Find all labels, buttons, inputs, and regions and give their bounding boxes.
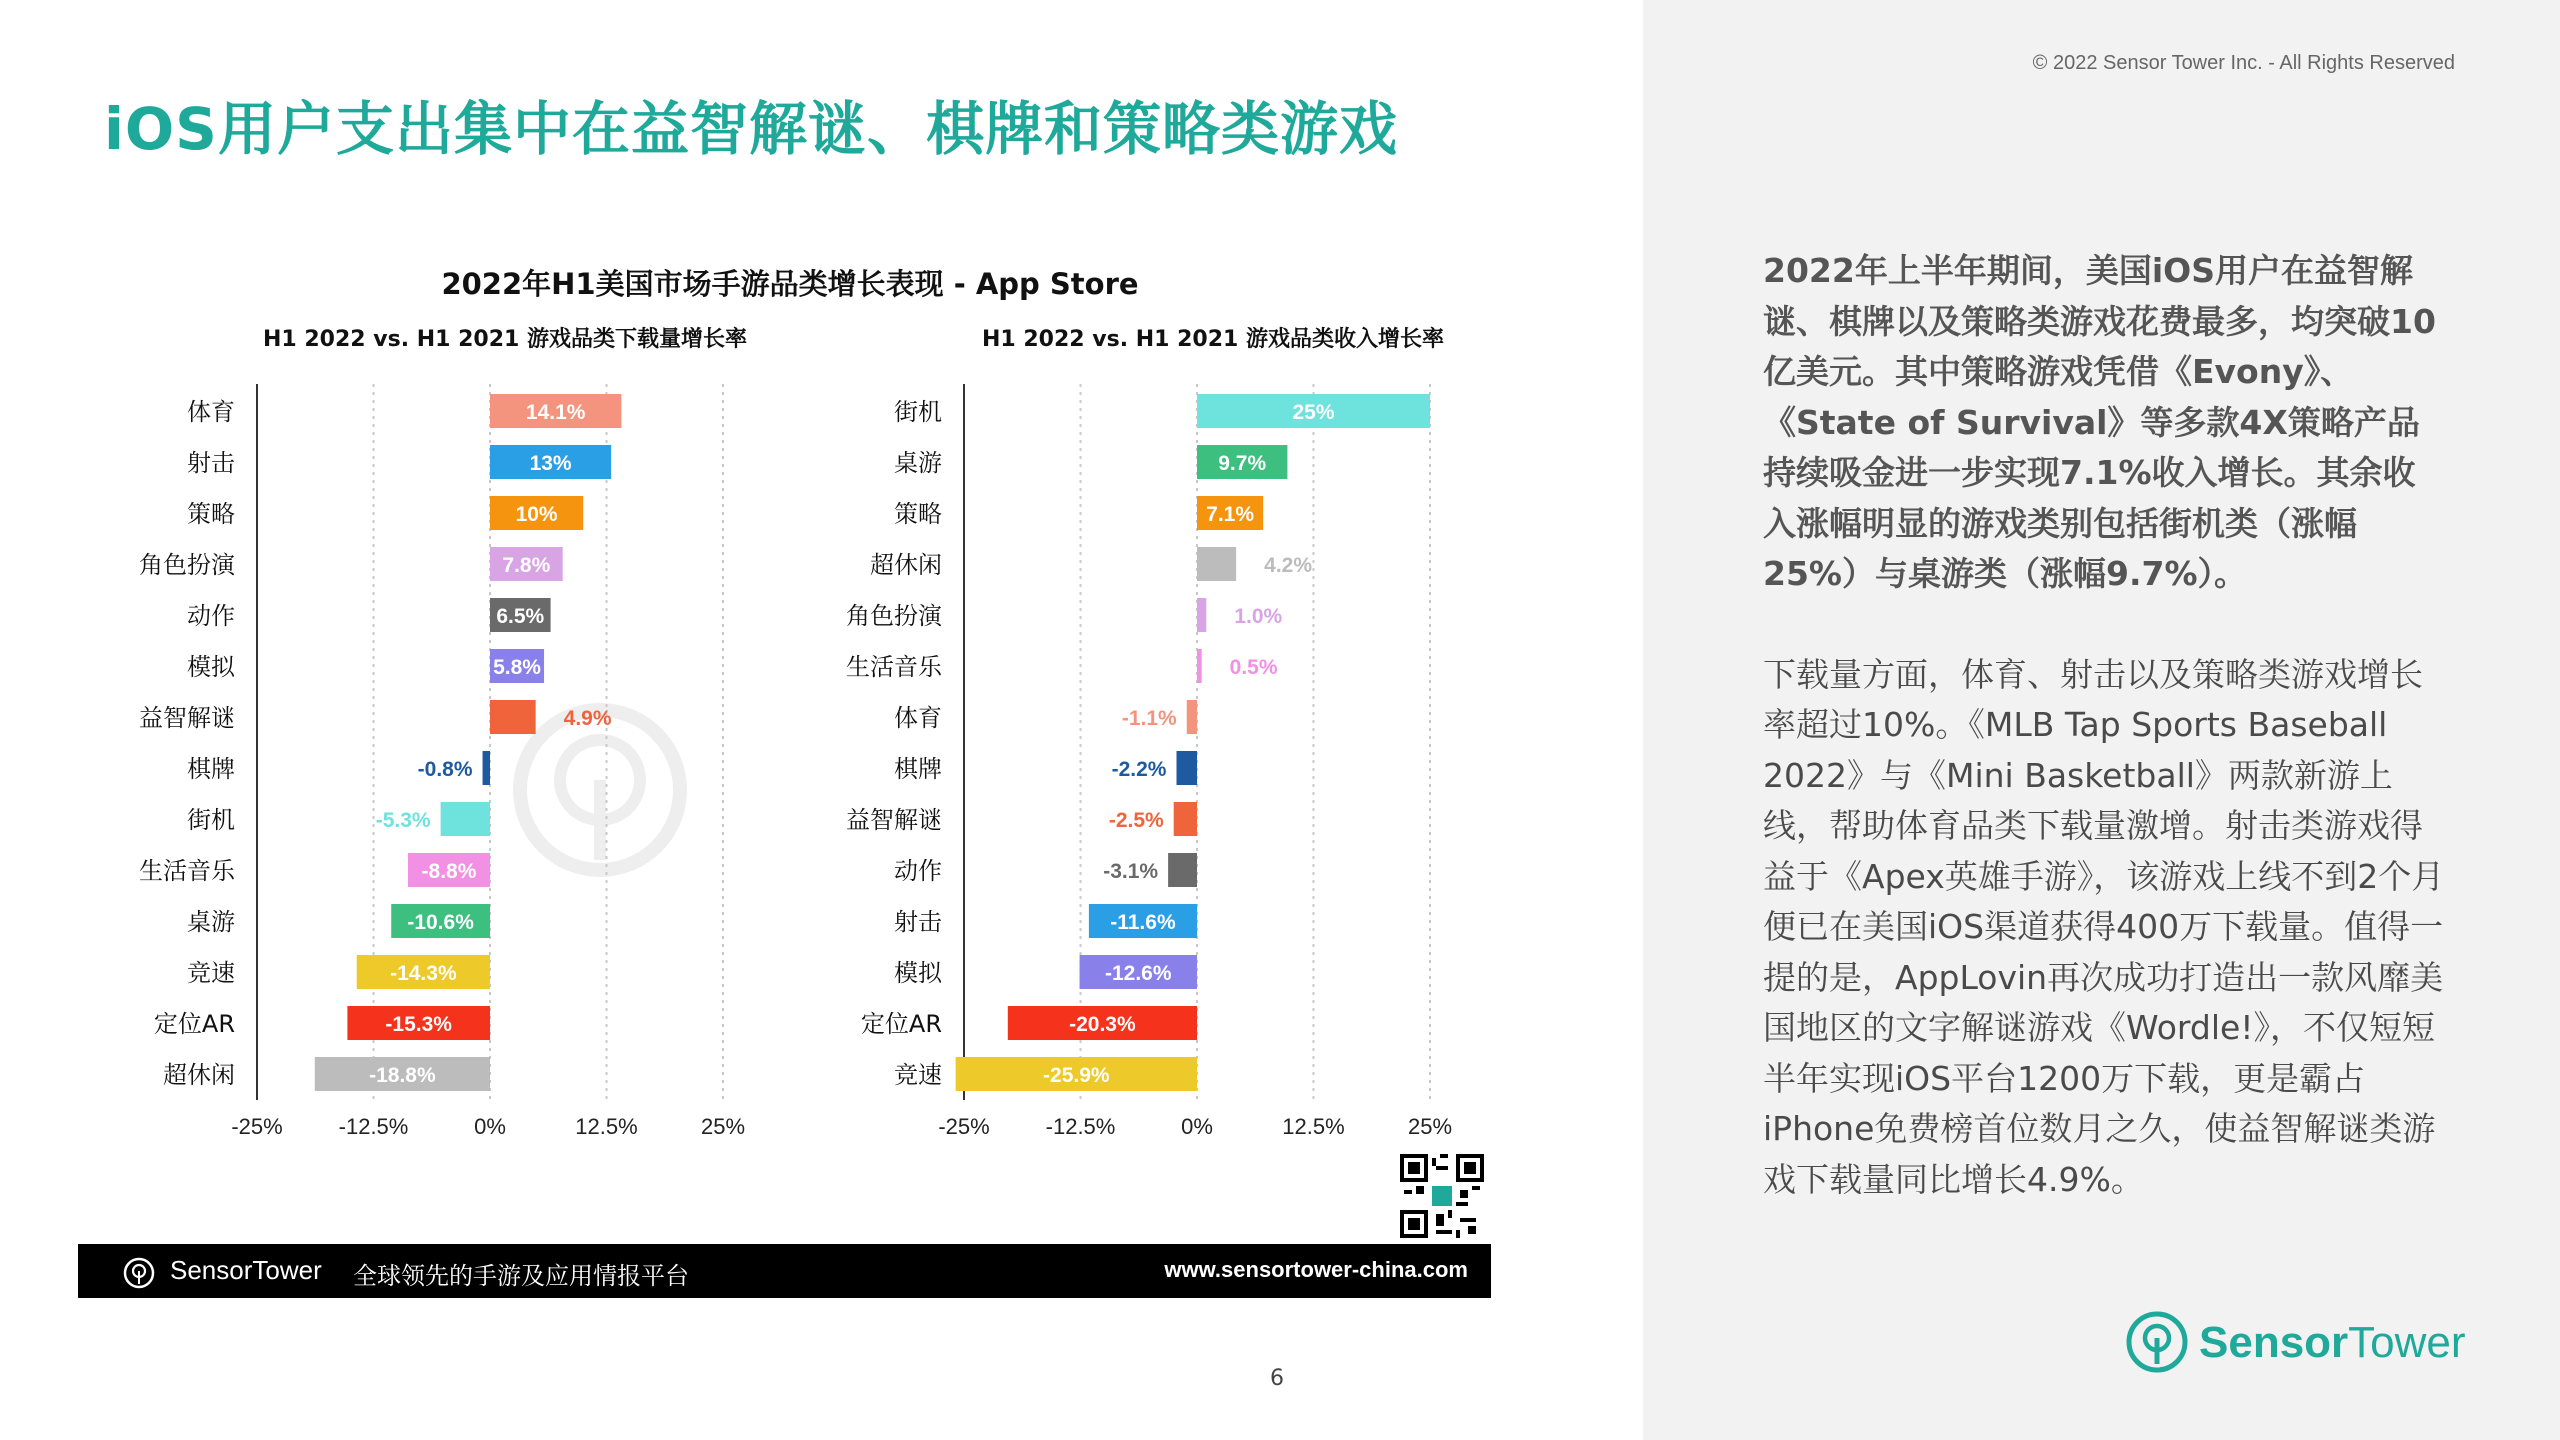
sensor-tower-logo-icon	[2125, 1310, 2189, 1374]
revenue-data-label: 4.2%	[1264, 554, 1313, 577]
downloads-category-label: 生活音乐	[139, 857, 235, 885]
downloads-data-label: 10%	[515, 503, 558, 526]
brand-name	[2199, 1318, 2466, 1368]
revenue-data-label: -3.1%	[1103, 860, 1159, 883]
copyright: © 2022 Sensor Tower Inc. - All Rights Reserved	[2032, 52, 2455, 74]
brand-name-part1: Sensor	[2199, 1318, 2349, 1367]
downloads-category-label: 棋牌	[187, 755, 235, 783]
revenue-category-label: 益智解谜	[846, 806, 942, 834]
revenue-category-label: 体育	[894, 704, 942, 732]
revenue-bar	[1197, 547, 1236, 581]
revenue-tick-label: 12.5%	[1282, 1114, 1345, 1139]
footer-url[interactable]: www.sensortower-china.com	[1164, 1257, 1468, 1282]
revenue-data-label: 0.5%	[1229, 656, 1278, 679]
revenue-chart-subtitle: H1 2022 vs. H1 2021 游戏品类收入增长率	[982, 327, 1444, 352]
downloads-tick-label: -25%	[231, 1114, 283, 1139]
revenue-category-label: 角色扮演	[846, 602, 942, 630]
revenue-bar	[1197, 598, 1206, 632]
downloads-chart-subtitle: H1 2022 vs. H1 2021 游戏品类下载量增长率	[263, 327, 747, 352]
downloads-data-label: 4.9%	[563, 707, 612, 730]
downloads-bar	[490, 700, 536, 734]
downloads-data-label: 7.8%	[502, 554, 551, 577]
downloads-bar	[441, 802, 490, 836]
revenue-data-label: -1.1%	[1121, 707, 1177, 730]
downloads-category-label: 定位AR	[153, 1010, 235, 1038]
page-title: iOS用户支出集中在益智解谜、棋牌和策略类游戏	[104, 95, 1398, 163]
downloads-data-label: 5.8%	[493, 656, 541, 679]
footer-brand: SensorTower	[170, 1255, 322, 1285]
downloads-category-label: 策略	[187, 500, 235, 528]
revenue-category-label: 策略	[894, 500, 942, 528]
revenue-category-label: 射击	[894, 908, 942, 936]
downloads-category-label: 射击	[187, 449, 235, 477]
downloads-category-label: 桌游	[187, 908, 235, 936]
downloads-category-label: 超休闲	[163, 1061, 235, 1089]
downloads-tick-label: -12.5%	[338, 1114, 409, 1139]
page-number: 6	[1270, 1366, 1284, 1391]
downloads-data-label: -5.3%	[375, 809, 431, 832]
revenue-category-label: 桌游	[894, 449, 942, 477]
revenue-data-label: -11.6%	[1110, 911, 1176, 934]
downloads-category-label: 动作	[187, 602, 235, 630]
downloads-category-label: 模拟	[187, 653, 235, 681]
revenue-data-label: -12.6%	[1105, 962, 1172, 985]
revenue-category-label: 竞速	[894, 1061, 942, 1089]
revenue-bar	[1176, 751, 1197, 785]
downloads-category-label: 体育	[187, 398, 235, 426]
downloads-category-label: 益智解谜	[139, 704, 235, 732]
revenue-category-label: 棋牌	[894, 755, 942, 783]
revenue-category-label: 模拟	[894, 959, 942, 987]
revenue-tick-label: 25%	[1407, 1114, 1453, 1139]
downloads-data-label: 14.1%	[525, 401, 586, 424]
revenue-category-label: 动作	[894, 857, 942, 885]
body-text	[1763, 246, 2445, 1255]
downloads-data-label: -10.6%	[407, 911, 474, 934]
brand-name-part2: Tower	[2348, 1318, 2466, 1367]
downloads-tick-label: 0%	[474, 1114, 506, 1139]
body-paragraph-2: 下载量方面，体育、射击以及策略类游戏增长率超过10%。《MLB Tap Sports Baseball 2022》与《Mini Basketball》两款新游上线，帮助体育品类下载量激增。射击类游戏得益于《Apex英雄手游》，该游戏上线不到2个月便已在美国iOS渠道获得400万下载量。值得一提的是，AppLovin再次成功打造出一款风靡美国地区的文字解谜游戏《Wordle!》，不仅短短半年实现iOS平台1200万下载，更是霸占iPhone免费榜首位数月之久，使益智解谜类游戏下载量同比增长4.9%。	[1763, 654, 2445, 1199]
revenue-category-label: 超休闲	[870, 551, 942, 579]
revenue-bar	[1197, 649, 1202, 683]
revenue-category-label: 定位AR	[860, 1010, 942, 1038]
body-paragraph-1: 2022年上半年期间，美国iOS用户在益智解谜、棋牌以及策略类游戏花费最多，均突破10亿美元。其中策略游戏凭借《Evony》、《State of Survival》等多款4X策略产品持续吸金进一步实现7.1%收入增长。其余收入涨幅明显的游戏类别包括街机类（涨幅25%）与桌游类（涨幅9.7%）。	[1763, 251, 2436, 593]
revenue-data-label: 1.0%	[1234, 605, 1283, 628]
downloads-bar	[483, 751, 490, 785]
downloads-data-label: -14.3%	[390, 962, 457, 985]
revenue-data-label: -20.3%	[1069, 1013, 1136, 1036]
footer-slogan: 全球领先的手游及应用情报平台	[353, 1262, 689, 1290]
qr-code-icon	[1400, 1154, 1484, 1238]
downloads-tick-label: 12.5%	[575, 1114, 638, 1139]
downloads-data-label: -8.8%	[421, 860, 477, 883]
revenue-bar	[1168, 853, 1197, 887]
downloads-data-label: 13%	[529, 452, 572, 475]
chart-title: 2022年H1美国市场手游品类增长表现 - App Store	[441, 267, 1139, 301]
downloads-data-label: -0.8%	[417, 758, 473, 781]
revenue-bar	[1187, 700, 1197, 734]
revenue-data-label: 9.7%	[1218, 452, 1267, 475]
revenue-data-label: 25%	[1292, 401, 1335, 424]
revenue-category-label: 生活音乐	[846, 653, 942, 681]
revenue-tick-label: 0%	[1181, 1114, 1213, 1139]
revenue-data-label: -2.2%	[1111, 758, 1167, 781]
revenue-data-label: -2.5%	[1108, 809, 1164, 832]
revenue-bar	[1174, 802, 1197, 836]
revenue-category-label: 街机	[894, 398, 942, 426]
footer-bar	[78, 1244, 1491, 1298]
revenue-tick-label: -12.5%	[1045, 1114, 1116, 1139]
revenue-data-label: 7.1%	[1206, 503, 1255, 526]
revenue-data-label: -25.9%	[1043, 1064, 1110, 1087]
revenue-tick-label: -25%	[938, 1114, 990, 1139]
downloads-data-label: -15.3%	[385, 1013, 452, 1036]
downloads-category-label: 街机	[187, 806, 235, 834]
sensor-tower-logo-icon	[123, 1257, 155, 1289]
downloads-data-label: -18.8%	[369, 1064, 436, 1087]
downloads-tick-label: 25%	[700, 1114, 746, 1139]
downloads-category-label: 角色扮演	[139, 551, 235, 579]
downloads-data-label: 6.5%	[496, 605, 545, 628]
downloads-category-label: 竞速	[187, 959, 235, 987]
